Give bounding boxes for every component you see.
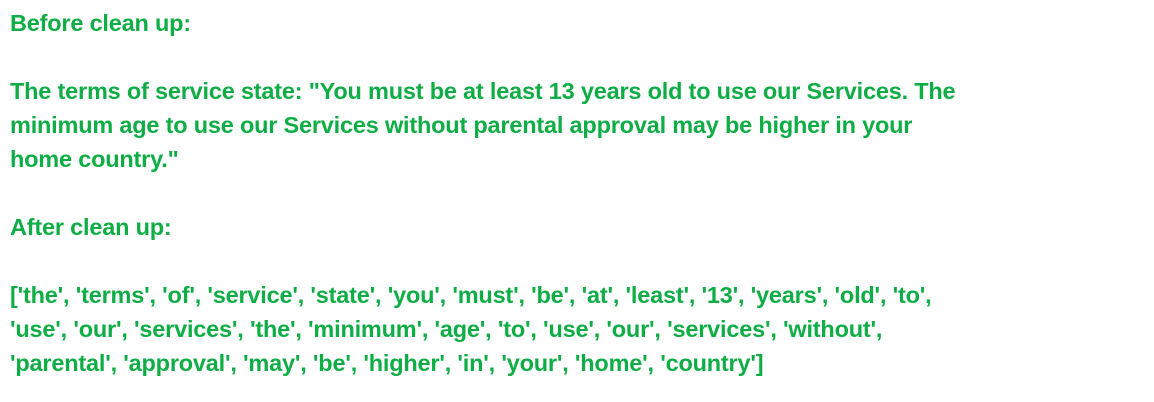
before-text <box>10 74 1150 176</box>
after-token-line: 'use', 'our', 'services', 'the', 'minimum', 'age', 'to', 'use', 'our', 'services', 'without', <box>10 316 883 342</box>
document-body <box>10 6 1150 380</box>
spacer <box>10 244 1150 278</box>
after-token-line: ['the', 'terms', 'of', 'service', 'state', 'you', 'must', 'be', 'at', 'least', '13', 'years', 'old', 'to', <box>10 282 932 308</box>
after-heading: After clean up: <box>10 214 172 240</box>
after-token-line: 'parental', 'approval', 'may', 'be', 'higher', 'in', 'your', 'home', 'country'] <box>10 350 764 376</box>
before-text-line: minimum age to use our Services without parental approval may be higher in your <box>10 112 913 138</box>
before-text-line: The terms of service state: "You must be at least 13 years old to use our Services. The <box>10 78 956 104</box>
spacer <box>10 40 1150 74</box>
before-text-line: home country." <box>10 146 179 172</box>
spacer <box>10 176 1150 210</box>
before-heading: Before clean up: <box>10 10 191 36</box>
after-token-list <box>10 278 1150 380</box>
